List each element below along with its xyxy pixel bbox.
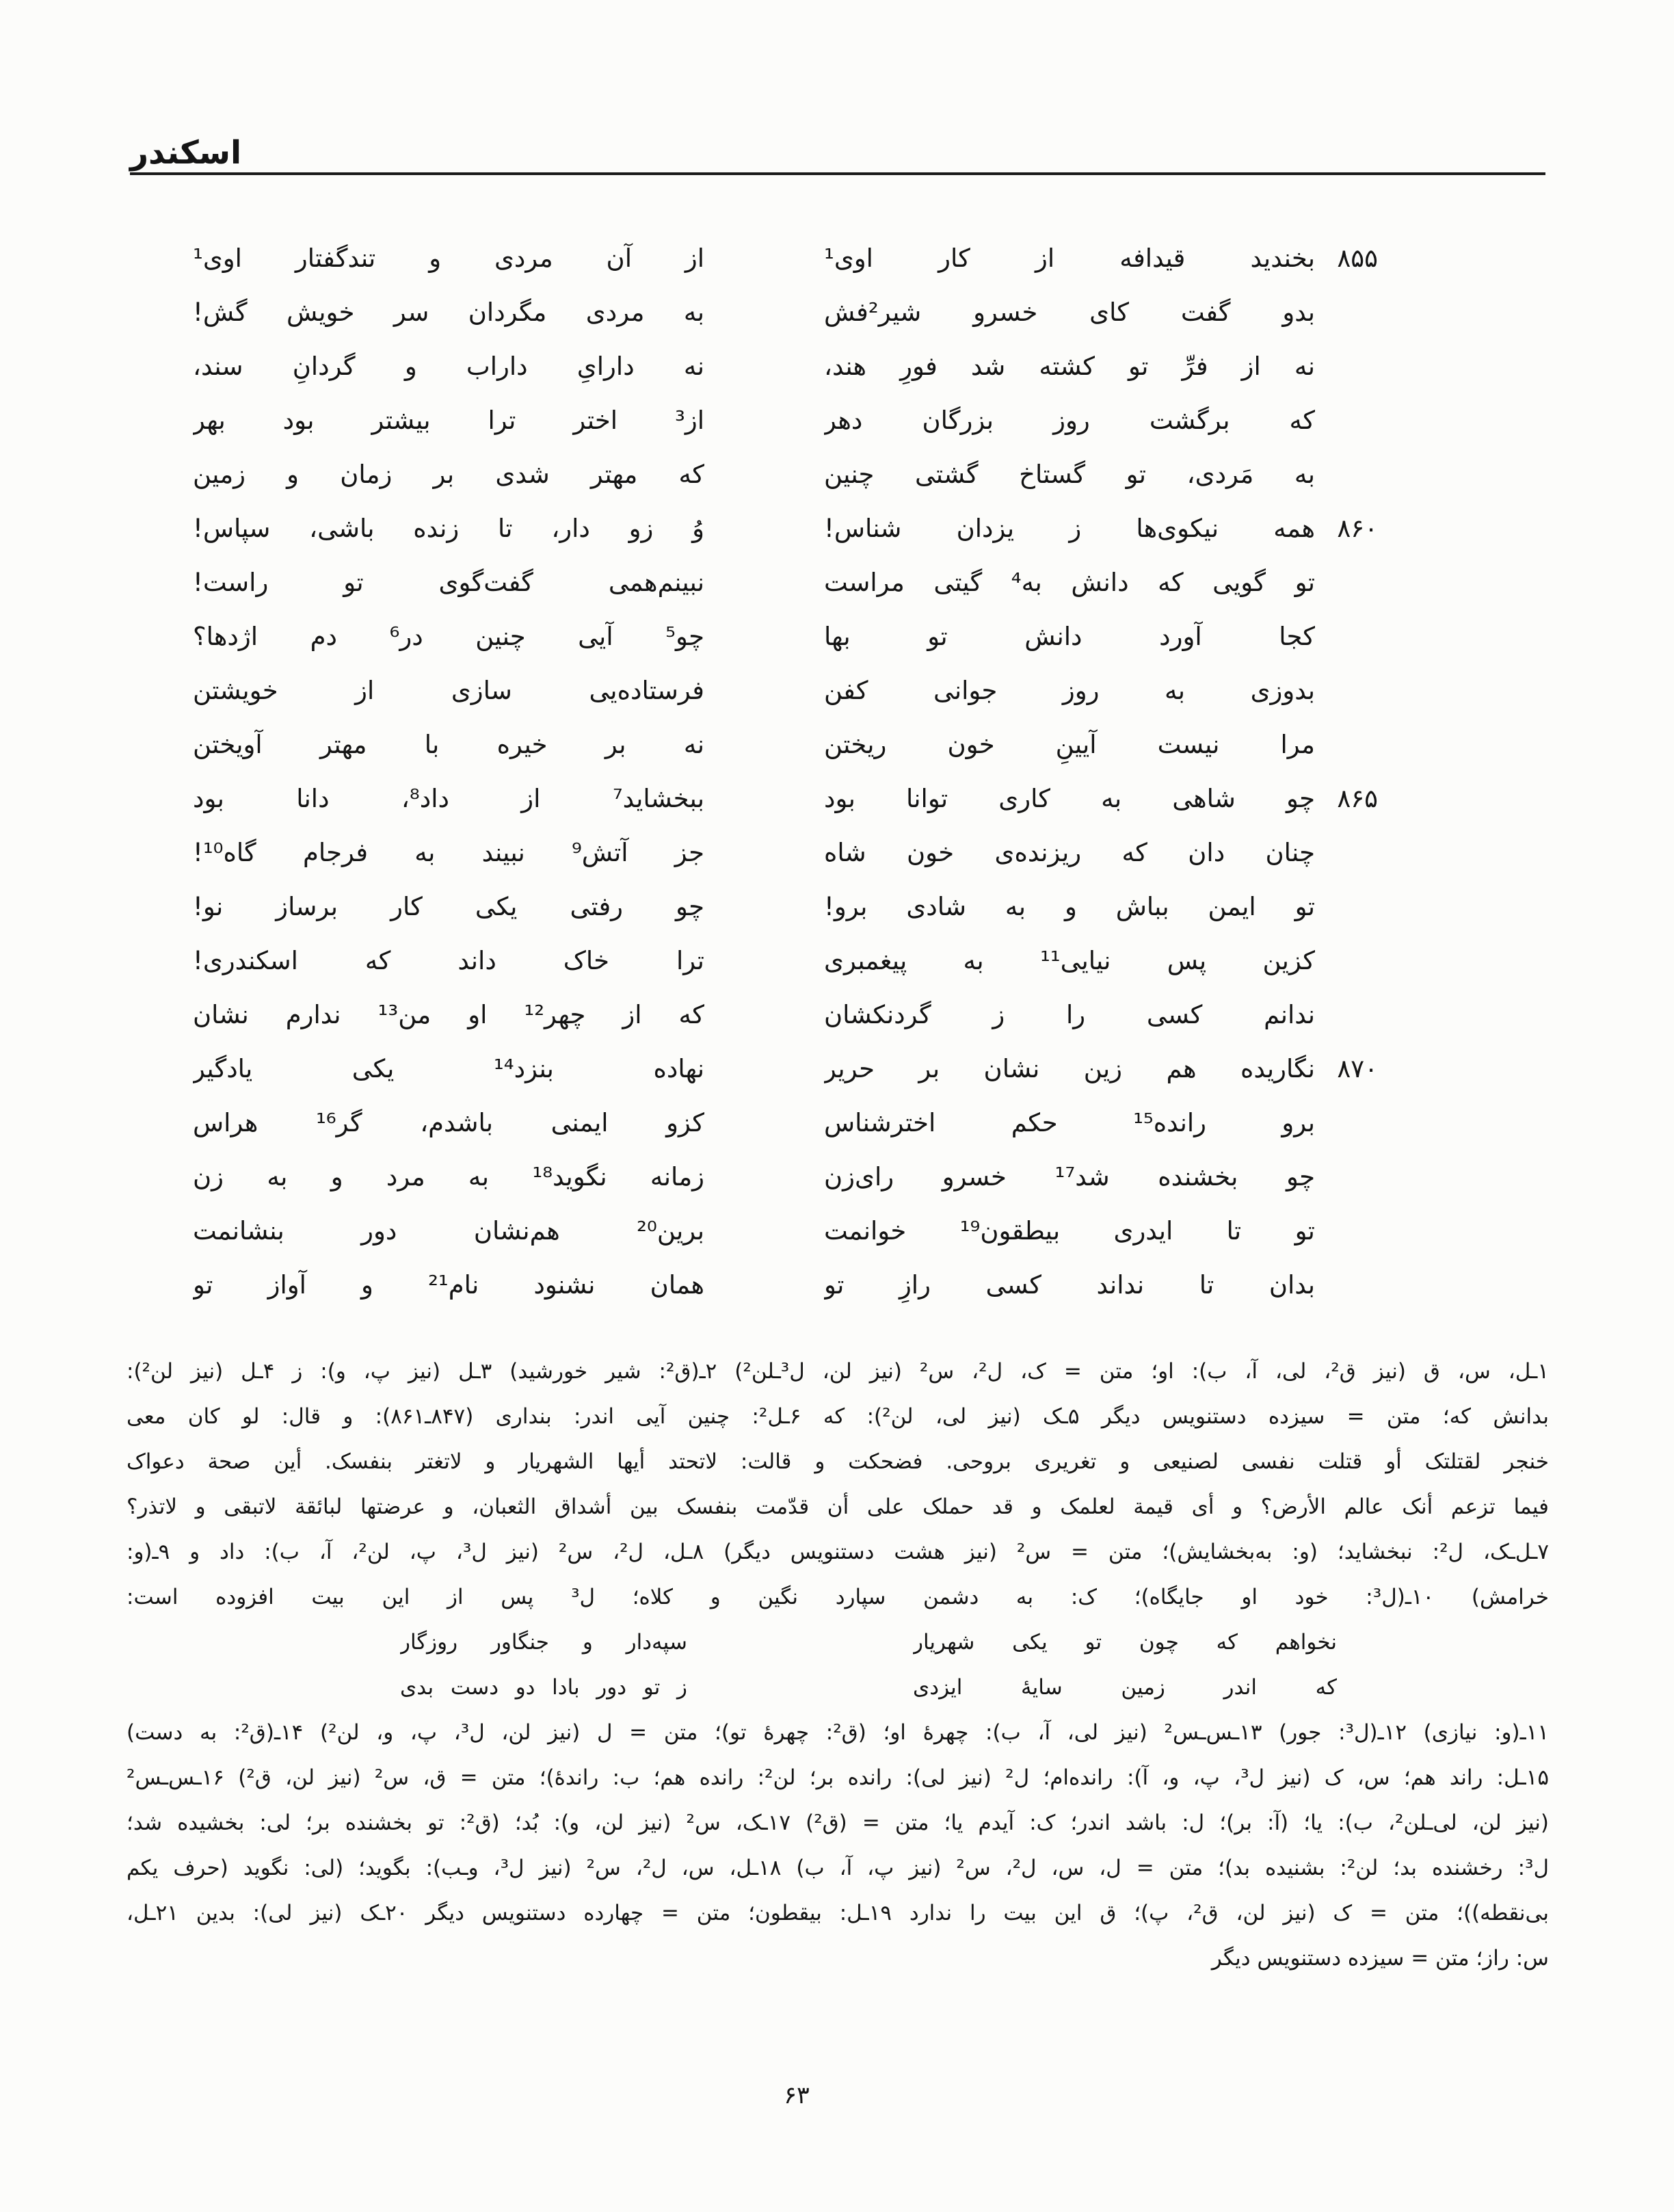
verse-row bbox=[193, 285, 1378, 339]
hemistich-gap bbox=[704, 880, 824, 934]
verse-left-hemistich: نهاده بنزد¹⁴ یکی یادگیر bbox=[193, 1054, 704, 1083]
hemistich-gap bbox=[704, 339, 824, 393]
hemistich-gap bbox=[704, 1042, 824, 1096]
hemistich-gap bbox=[704, 393, 824, 447]
verse-row bbox=[193, 934, 1378, 988]
verse-number bbox=[1315, 285, 1378, 339]
hemistich-gap bbox=[704, 1258, 824, 1312]
verse-number: ۸۷۰ bbox=[1337, 1054, 1378, 1083]
verse-right-hemistich: که برگشت روز بزرگان دهر bbox=[824, 406, 1315, 435]
apparatus-note-line: ۱۵ـل: راند هم؛ س، ک (نیز ل³، پ، و، آ): رانده‌ام؛ ل² (نیز لی): رانده بر؛ لن²: رانده هم؛ ب: راندهٔ)؛ متن = ق، س² (نیز لن، ق²) ۱۶ـس‌ـس² bbox=[127, 1765, 1549, 1790]
verse-number: ۸۶۵ bbox=[1337, 784, 1378, 813]
verse-left-hemistich: چو رفتی یکی کار برساز نو! bbox=[193, 892, 704, 921]
verse-row bbox=[193, 447, 1378, 501]
apparatus-inserted-verse bbox=[127, 1665, 1549, 1710]
verse-left-hemistich: ببخشاید⁷ از داد⁸، دانا بود bbox=[193, 784, 704, 813]
verse-row bbox=[193, 826, 1378, 880]
verse-row bbox=[193, 717, 1378, 772]
verse-row bbox=[193, 609, 1378, 663]
hemistich-gap bbox=[704, 1204, 824, 1258]
apparatus-note-line: فیما تزعم أنک عالم الأرض؟ و أی قیمة لعلمک و قد حملک علی أن قدّمت بنفسک بین أشداق الثعبان، و عرضتها لبائقة لاتبقی و لاتذر؟ bbox=[127, 1495, 1549, 1519]
verse-left-hemistich: از آن مردی و تندگفتار اوی¹ bbox=[193, 243, 704, 273]
verse-number bbox=[1315, 934, 1378, 988]
verse-right-hemistich: بدوزی به روز جوانی کفن bbox=[824, 676, 1315, 705]
verse-left-hemistich: فرستاده‌یی سازی از خویشتن bbox=[193, 676, 704, 705]
verse-row bbox=[193, 880, 1378, 934]
running-title: اسکندر bbox=[130, 134, 242, 172]
verse-left-hemistich: جز آتش⁹ نبیند به فرجام گاه¹⁰! bbox=[193, 838, 704, 867]
apparatus-note-line: خنجر لقتلتک أو قتلت نفسی لصنیعی و تغریری بروحی. فضحکت و قالت: لاتحتد أیها الشهریار و لاتغتر بنفسک. أین صحة دعواک bbox=[127, 1449, 1549, 1474]
apparatus-note-line: ۱۱ـ(و: نیازی) ۱۲ـ(ل³: جور) ۱۳ـس‌ـس² (نیز لی، آ، ب): چهرهٔ او؛ (ق²: چهرهٔ تو)؛ متن = ل (نیز لن، ل³، پ، و، لن²) ۱۴ـ(ق²: به دست) bbox=[127, 1720, 1549, 1745]
verse-right-hemistich: چو بخشنده شد¹⁷ خسرو رای‌زن bbox=[824, 1162, 1315, 1191]
verse-number bbox=[1315, 988, 1378, 1042]
verse-right-hemistich: مرا نیست آیینِ خون ریختن bbox=[824, 730, 1315, 759]
verse-row bbox=[193, 772, 1378, 826]
verse-row bbox=[193, 1096, 1378, 1150]
verse-number bbox=[1315, 663, 1378, 717]
inserted-verse-indent bbox=[1337, 1620, 1549, 1665]
inserted-verse-right-hemistich: نخواهم که چون تو یکی شهریار bbox=[913, 1630, 1337, 1655]
verse-row bbox=[193, 663, 1378, 717]
inserted-verse-gap bbox=[687, 1665, 913, 1710]
verse-number bbox=[1315, 1096, 1378, 1150]
header-rule bbox=[130, 172, 1545, 175]
hemistich-gap bbox=[704, 447, 824, 501]
verse-number bbox=[1315, 826, 1378, 880]
verse-left-hemistich: برین²⁰ هم‌نشان دور بنشانمت bbox=[193, 1216, 704, 1246]
verse-number bbox=[1315, 1258, 1378, 1312]
hemistich-gap bbox=[704, 663, 824, 717]
verse-number bbox=[1315, 555, 1378, 609]
verse-right-hemistich: کجا آورد دانش تو بها bbox=[824, 622, 1315, 651]
hemistich-gap bbox=[704, 988, 824, 1042]
verse-number bbox=[1315, 1150, 1378, 1204]
verse-row bbox=[193, 1204, 1378, 1258]
verse-right-hemistich: نه از فرِّ تو کشته شد فورِ هند، bbox=[824, 352, 1315, 381]
hemistich-gap bbox=[704, 231, 824, 285]
apparatus-note-line: ل³: رخشنده بد؛ لن²: بشنیده بد)؛ متن = ل، س، ل²، س² (نیز پ، آ، ب) ۱۸ـل، س، ل²، س² (نیز ل³، وـب): بگوید؛ (لی: نگوید (حرف یکم bbox=[127, 1856, 1549, 1880]
verse-right-hemistich: چو شاهی به کاری توانا بود bbox=[824, 784, 1315, 813]
apparatus-inserted-verse bbox=[127, 1620, 1549, 1665]
verse-row bbox=[193, 1150, 1378, 1204]
verse-right-hemistich: بدو گفت کای خسرو شیر²فش bbox=[824, 298, 1315, 327]
poem-block bbox=[193, 231, 1378, 1312]
verse-right-hemistich: به مَردی، تو گستاخ گشتی چنین bbox=[824, 460, 1315, 489]
hemistich-gap bbox=[704, 772, 824, 826]
verse-right-hemistich: ندانم کسی را ز گردنکشان bbox=[824, 1000, 1315, 1029]
inserted-verse-left-hemistich: سپه‌دار و جنگاور روزگار bbox=[400, 1630, 687, 1655]
verse-row bbox=[193, 1258, 1378, 1312]
hemistich-gap bbox=[704, 555, 824, 609]
apparatus-note-line: ۱ـل، س، ق (نیز ق²، لی، آ، ب): او؛ متن = ک، ل²، س² (نیز لن، ل³ـلن²) ۲ـ(ق²: شیر خورشید) ۳ـل (نیز پ، و): ز ۴ـل (نیز لن²): bbox=[127, 1359, 1549, 1384]
verse-row bbox=[193, 339, 1378, 393]
page-number: ۶۳ bbox=[784, 2082, 810, 2109]
verse-right-hemistich: تو ایمن بباش و به شادی برو! bbox=[824, 892, 1315, 921]
hemistich-gap bbox=[704, 609, 824, 663]
verse-left-hemistich: ترا خاک داند که اسکندری! bbox=[193, 946, 704, 975]
hemistich-gap bbox=[704, 1096, 824, 1150]
verse-left-hemistich: نه بر خیره با مهتر آویختن bbox=[193, 730, 704, 759]
verse-right-hemistich: بخندید قیدافه از کار اوی¹ bbox=[824, 243, 1315, 273]
apparatus-block bbox=[127, 1349, 1549, 1981]
verse-right-hemistich: برو رانده¹⁵ حکم اخترشناس bbox=[824, 1108, 1315, 1137]
verse-left-hemistich: کزو ایمنی باشدم، گر¹⁶ هراس bbox=[193, 1108, 704, 1137]
apparatus-note-line: (نیز لن، لی‌ـلن²، ب): یا؛ (آ: بر)؛ ل: باشد اندر؛ ک: آیدم یا؛ متن = (ق²) ۱۷ـک، س² (نیز لن، و): بُد؛ (ق²: تو بخشنده بر؛ لی: بخشیده شد؛ bbox=[127, 1811, 1549, 1835]
verse-number bbox=[1315, 609, 1378, 663]
verse-right-hemistich: تو گویی که دانش به⁴ گیتی مراست bbox=[824, 568, 1315, 597]
inserted-verse-right-hemistich: که اندر زمین سایهٔ ایزدی bbox=[913, 1675, 1337, 1700]
hemistich-gap bbox=[704, 717, 824, 772]
verse-row bbox=[193, 501, 1378, 555]
verse-left-hemistich: همان نشنود نام²¹ و آواز تو bbox=[193, 1270, 704, 1300]
hemistich-gap bbox=[704, 501, 824, 555]
verse-left-hemistich: که از چهر¹² او من¹³ ندارم نشان bbox=[193, 1000, 704, 1029]
inserted-verse-left-hemistich: ز تو دور بادا دو دست بدی bbox=[400, 1675, 687, 1700]
verse-row bbox=[193, 988, 1378, 1042]
verse-left-hemistich: به مردی مگردان سر خویش گش! bbox=[193, 298, 704, 327]
apparatus-note-line: بدانش که؛ متن = سیزده دستنویس دیگر ۵ـک (نیز لی، لن²): که ۶ـل²: چنین آیی اندر: بنداری (۸۴۷ـ۸۶۱): و قال: لو کان معی bbox=[127, 1404, 1549, 1429]
apparatus-note-line: بی‌نقطه))؛ متن = ک (نیز لن، ق²، پ)؛ ق این بیت را ندارد ۱۹ـل: بیقطون؛ متن = چهارده دستنویس دیگر ۲۰ـک (نیز لی): بدین ۲۱ـل، bbox=[127, 1901, 1549, 1925]
hemistich-gap bbox=[704, 1150, 824, 1204]
verse-number bbox=[1315, 393, 1378, 447]
verse-right-hemistich: نگاریده هم زین نشان بر حریر bbox=[824, 1054, 1315, 1083]
verse-right-hemistich: تو تا ایدری بیطقون¹⁹ خوانمت bbox=[824, 1216, 1315, 1246]
verse-row bbox=[193, 1042, 1378, 1096]
hemistich-gap bbox=[704, 826, 824, 880]
verse-right-hemistich: همه نیکوی‌ها ز یزدان شناس! bbox=[824, 514, 1315, 543]
apparatus-note-line: س: راز؛ متن = سیزده دستنویس دیگر bbox=[1211, 1946, 1549, 1971]
verse-number bbox=[1315, 447, 1378, 501]
verse-row bbox=[193, 555, 1378, 609]
verse-left-hemistich: چو⁵ آیی چنین در⁶ دم اژدها؟ bbox=[193, 622, 704, 651]
hemistich-gap bbox=[704, 934, 824, 988]
apparatus-note-line: ۷ـل‌ـک، ل²: نبخشاید؛ (و: به‌بخشایش)؛ متن = س² (نیز هشت دستنویس دیگر) ۸ـل، ل²، س² (نیز ل³، پ، لن²، آ، ب): داد و ۹ـ(و: bbox=[127, 1540, 1549, 1564]
verse-left-hemistich: زمانه نگوید¹⁸ به مرد و به زن bbox=[193, 1162, 704, 1191]
verse-left-hemistich: که مهتر شدی بر زمان و زمین bbox=[193, 460, 704, 489]
inserted-verse-gap bbox=[687, 1620, 913, 1665]
verse-left-hemistich: نبینم‌همی گفت‌گوی تو راست! bbox=[193, 568, 704, 597]
hemistich-gap bbox=[704, 285, 824, 339]
verse-row bbox=[193, 231, 1378, 285]
verse-number bbox=[1315, 880, 1378, 934]
verse-row bbox=[193, 393, 1378, 447]
verse-number bbox=[1315, 339, 1378, 393]
verse-number bbox=[1315, 717, 1378, 772]
apparatus-note-line: خرامش) ۱۰ـ(ل³: خود او جایگاه)؛ ک: به دشمن سپارد نگین و کلاه؛ ل³ پس از این بیت افزوده است: bbox=[127, 1585, 1549, 1609]
inserted-verse-indent bbox=[1337, 1665, 1549, 1710]
verse-left-hemistich: از³ اختر ترا بیشتر بود بهر bbox=[193, 406, 704, 435]
verse-number: ۸۵۵ bbox=[1337, 243, 1378, 273]
verse-right-hemistich: بدان تا نداند کسی رازِ تو bbox=[824, 1270, 1315, 1300]
verse-left-hemistich: نه دارایِ داراب و گردانِ سند، bbox=[193, 352, 704, 381]
verse-right-hemistich: چنان دان که ریزنده‌ی خون شاه bbox=[824, 838, 1315, 867]
verse-number: ۸۶۰ bbox=[1337, 514, 1378, 543]
verse-left-hemistich: وُ زو دار، تا زنده باشی، سپاس! bbox=[193, 514, 704, 543]
verse-number bbox=[1315, 1204, 1378, 1258]
verse-right-hemistich: کزین پس نیایی¹¹ به پیغمبری bbox=[824, 946, 1315, 975]
